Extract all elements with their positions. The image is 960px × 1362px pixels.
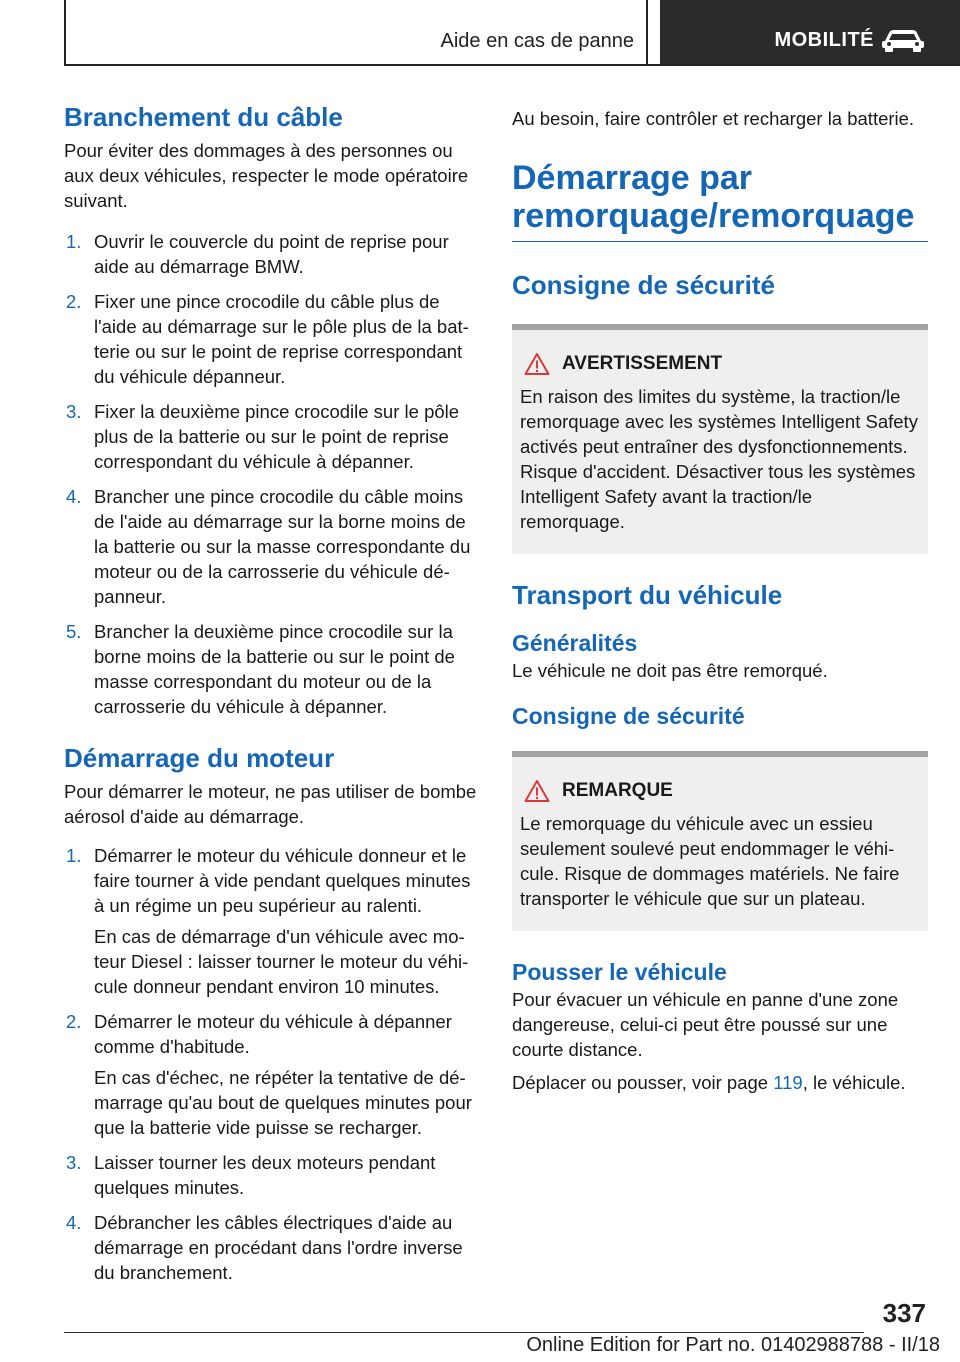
right-column — [512, 100, 928, 1095]
heading-push: Pousser le véhicule — [512, 959, 727, 985]
car-icon — [880, 27, 926, 53]
engine-steps — [64, 843, 480, 1285]
cable-intro: Pour éviter des dommages à des personnes ou aux deux véhicules, respecter le mode opératoire suivant. — [64, 140, 469, 211]
warning-triangle-icon — [524, 352, 550, 376]
heading-engine: Démarrage du moteur — [64, 743, 335, 773]
list-item: 1. Démarrer le moteur du véhicule donneur et le faire tourner à vide pendant quelques minutes à un régime un peu supérieur au ralenti. En cas de démarrage d'un véhicule avec moteur Diesel : laisser tourner le moteur du véhicule donneur pendant environ 10 minutes. — [66, 845, 471, 997]
list-item: 4. Débrancher les câbles électriques d'aide au démarrage en procédant dans l'ordre inverse du branchement. — [66, 1212, 463, 1283]
engine-intro: Pour démarrer le moteur, ne pas utiliser de bombe aérosol d'aide au démarrage. — [64, 781, 477, 827]
list-item: 3. Laisser tourner les deux moteurs pendant quelques minutes. — [66, 1152, 436, 1198]
heading-cable: Branchement du câble — [64, 102, 343, 132]
warning-box — [512, 324, 928, 554]
warning-title: AVERTISSEMENT — [562, 353, 723, 374]
header-chapter-title: MOBILITÉ — [774, 29, 874, 51]
notice-text: Le remorquage du véhicule avec un essieu seulement soulevé peut endommager le véhicule. Risque de dommages matériels. Ne faire transporter le véhicule que sur un plateau. — [520, 813, 900, 909]
notice-box — [512, 751, 928, 931]
cable-steps — [64, 229, 480, 719]
heading-tow: Démarrage par remorquage/remorquage — [512, 159, 928, 242]
notice-title: REMARQUE — [562, 780, 673, 801]
notice-title-row — [524, 779, 920, 803]
battery-note: Au besoin, faire contrôler et recharger la batterie. — [512, 108, 915, 129]
list-item: 1. Ouvrir le couvercle du point de reprise pour aide au démarrage BMW. — [66, 231, 449, 277]
list-item: 4. Brancher une pince crocodile du câble moins de l'aide au démarrage sur la borne moins de la batterie ou sur la masse correspondante du moteur ou de la carrosserie du véhicule dépanneur. — [66, 486, 471, 607]
footer-edition: Online Edition for Part no. 01402988788 - II/18 — [526, 1334, 940, 1356]
header-rule — [64, 64, 960, 66]
list-item: 5. Brancher la deuxième pince crocodile sur la borne moins de la batterie ou sur le point de masse correspondant du moteur ou de la carrosserie du véhicule à dépanner. — [66, 621, 455, 717]
list-item: 2. Démarrer le moteur du véhicule à dépanner comme d'habitude. En cas d'échec, ne répéter la tentative de démarrage qu'au bout de quelques minutes pour que la batterie vide puisse se recharger. — [66, 1011, 472, 1138]
push-text: Pour évacuer un véhicule en panne d'une zone dangereuse, celui-ci peut être poussé sur une courte distance. — [512, 989, 899, 1060]
page-link[interactable]: 119 — [773, 1072, 803, 1093]
header-section-title: Aide en cas de panne — [440, 30, 634, 52]
warning-triangle-icon — [524, 779, 550, 803]
heading-transport: Transport du véhicule — [512, 580, 783, 610]
footer-rule — [64, 1332, 864, 1333]
header-chapter — [660, 0, 960, 64]
warning-text: En raison des limites du système, la traction/le remorquage avec les systèmes Intelligent Safety activés peut entraîner des dysfonctionnements. Risque d'accident. Désactiver tous les systèmes Intelligent Safety avant la traction/le remorquage. — [520, 386, 918, 532]
page-number: 337 — [882, 1298, 926, 1328]
left-column — [64, 100, 480, 1285]
push-reference: Déplacer ou pousser, voir page 119, le véhicule. — [512, 1072, 906, 1093]
list-item: 3. Fixer la deuxième pince crocodile sur le pôle plus de la batterie ou sur le point de reprise correspondant du véhicule à dépanner. — [66, 401, 460, 472]
heading-general: Généralités — [512, 630, 638, 656]
general-text: Le véhicule ne doit pas être remorqué. — [512, 660, 828, 681]
heading-safety: Consigne de sécurité — [512, 270, 775, 300]
heading-safety-2: Consigne de sécurité — [512, 703, 745, 729]
warning-title-row — [524, 352, 920, 376]
header-section — [64, 0, 648, 64]
list-item: 2. Fixer une pince crocodile du câble plus de l'aide au démarrage sur le pôle plus de la batterie ou sur le point de reprise correspondant du véhicule dépanneur. — [66, 291, 469, 387]
